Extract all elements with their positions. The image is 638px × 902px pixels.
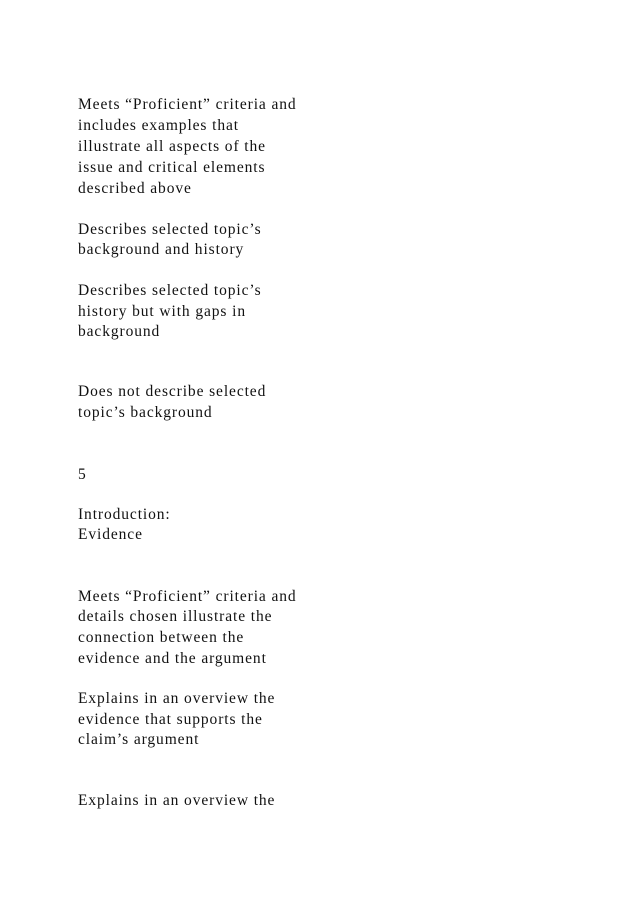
text-line: Meets “Proficient” criteria and (78, 588, 297, 605)
criterion-heading: Evidence (78, 526, 143, 543)
text-line: Does not describe selected (78, 383, 267, 400)
text-line: described above (78, 180, 192, 197)
text-line: evidence that supports the (78, 711, 263, 728)
text-line: background and history (78, 241, 245, 258)
text-line: Explains in an overview the (78, 690, 276, 707)
text-line: history but with gaps in (78, 303, 246, 320)
text-line: details chosen illustrate the (78, 608, 273, 625)
value-number: 5 (78, 466, 87, 483)
text-line: issue and critical elements (78, 159, 266, 176)
text-line: background (78, 323, 161, 340)
text-line: illustrate all aspects of the (78, 138, 266, 155)
text-line: topic’s background (78, 404, 213, 421)
text-line: Meets “Proficient” criteria and (78, 96, 297, 113)
text-line: Describes selected topic’s (78, 221, 262, 238)
text-line: evidence and the argument (78, 650, 267, 667)
criterion-heading: Introduction: (78, 506, 171, 523)
text-line: Describes selected topic’s (78, 282, 262, 299)
text-line: claim’s argument (78, 731, 200, 748)
text-line: includes examples that (78, 117, 239, 134)
text-line: Explains in an overview the (78, 792, 276, 809)
text-line: connection between the (78, 629, 245, 646)
